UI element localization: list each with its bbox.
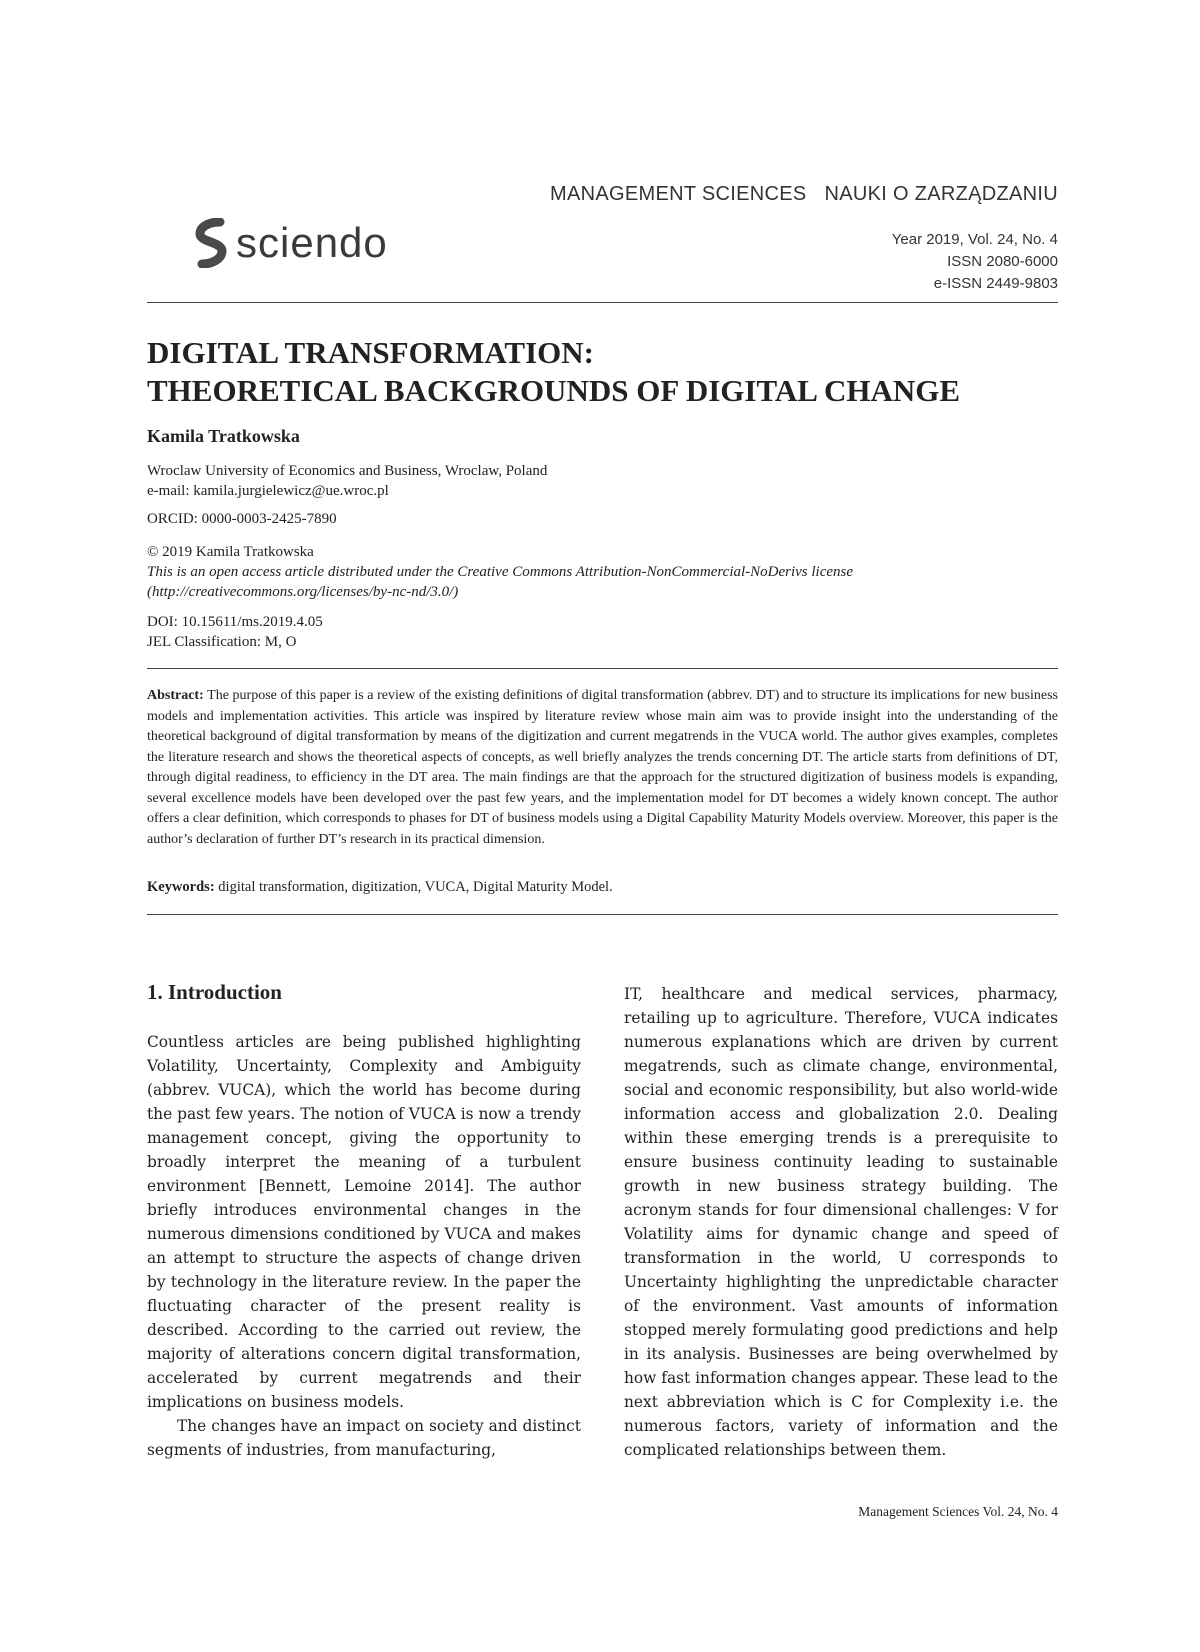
license-text: This is an open access article distributed under the Creative Commons Attribution-NonCommercial-NoDerivs license bbox=[147, 564, 854, 580]
affiliation: Wroclaw University of Economics and Business, Wroclaw, Poland bbox=[147, 463, 548, 479]
jel-classification: JEL Classification: M, O bbox=[147, 634, 297, 650]
sciendo-logo-icon bbox=[194, 218, 228, 268]
title-line-2: THEORETICAL BACKGROUNDS OF DIGITAL CHANGE bbox=[147, 373, 961, 408]
title-line-1: DIGITAL TRANSFORMATION: bbox=[147, 335, 594, 370]
journal-name bbox=[550, 183, 1058, 206]
copyright: © 2019 Kamila Tratkowska bbox=[147, 544, 314, 560]
sciendo-logo bbox=[194, 218, 388, 268]
body-paragraph: The changes have an impact on society and distinct segments of industries, from manufacturing, bbox=[147, 1417, 581, 1459]
affiliation-block bbox=[147, 461, 547, 501]
journal-name-pl: NAUKI O ZARZĄDZANIU bbox=[824, 183, 1058, 205]
page-footer: Management Sciences Vol. 24, No. 4 bbox=[858, 1504, 1058, 1519]
orcid: ORCID: 0000-0003-2425-7890 bbox=[147, 511, 337, 527]
license-block bbox=[147, 542, 853, 602]
doi: DOI: 10.15611/ms.2019.4.05 bbox=[147, 614, 323, 630]
abstract-text: The purpose of this paper is a review of the existing definitions of digital transformation (abbrev. DT) and to structure its implications for new business models and implementation activities. This article was inspired by literature review whose main aim was to provide insight into the understanding of the theoretical background of digital transformation by means of the digitization and current megatrends in the VUCA world. The author gives examples, completes the literature research and shows the theoretical aspects of concepts, as well briefly analyzes the trends concerning DT. The article starts from definitions of DT, through digital readiness, to efficiency in the DT area. The main findings are that the approach for the structured digitization of business models is expanding, several excellence models have been developed over the past few years, and the implementation model for DT becomes a widely known concept. The author offers a clear definition, which corresponds to phases for DT of business models using a Digital Capability Maturity Models overview. Moreover, this paper is the author’s declaration of further DT’s research in its practical dimension. bbox=[147, 688, 1058, 847]
article-title bbox=[147, 334, 960, 410]
issue-meta bbox=[892, 229, 1058, 295]
journal-name-en: MANAGEMENT SCIENCES bbox=[550, 183, 807, 205]
year-volume: Year 2019, Vol. 24, No. 4 bbox=[891, 231, 1058, 248]
license-url[interactable]: (http://creativecommons.org/licenses/by-nc-nd/3.0/) bbox=[147, 584, 459, 600]
header-rule bbox=[147, 302, 1058, 303]
author-name: Kamila Tratkowska bbox=[147, 426, 300, 446]
abstract bbox=[147, 686, 1058, 850]
keywords-text: digital transformation, digitization, VUCA, Digital Maturity Model. bbox=[218, 879, 613, 895]
abstract-label: Abstract: bbox=[147, 688, 204, 703]
body-column-right bbox=[624, 982, 1058, 1462]
keywords-label: Keywords: bbox=[147, 879, 215, 895]
body-paragraph: Countless articles are being published highlighting Volatility, Uncertainty, Complexity and Ambiguity (abbrev. VUCA), which the world has become during the past few years. The notion of VUCA is now a trendy management concept, giving the opportunity to broadly interpret the meaning of a turbulent environment [Bennett, Lemoine 2014]. The author briefly introduces environmental changes in the numerous dimensions conditioned by VUCA and makes an attempt to structure the aspects of change driven by technology in the literature review. In the paper the fluctuating character of the present reality is described. According to the carried out review, the majority of alterations concern digital transformation, accelerated by current megatrends and their implications on business models. bbox=[147, 1033, 581, 1411]
issn: ISSN 2080-6000 bbox=[947, 253, 1058, 270]
eissn: e-ISSN 2449-9803 bbox=[933, 275, 1058, 292]
author-email: e-mail: kamila.jurgielewicz@ue.wroc.pl bbox=[147, 483, 389, 499]
body-paragraph: IT, healthcare and medical services, pharmacy, retailing up to agriculture. Therefore, VUCA indicates numerous explanations which are driven by current megatrends, such as climate change, environmental, social and economic responsibility, but also world-wide information access and globalization 2.0. Dealing within these emerging trends is a prerequisite to ensure business continuity leading to sustainable growth in new business strategy building. The acronym stands for four dimensional challenges: V for Volatility aims for dynamic change and speed of transformation in the world, U corresponds to Uncertainty highlighting the unpredictable character of the environment. Vast amounts of information stopped merely formulating good predictions and help in its analysis. Businesses are being overwhelmed by how fast information changes appear. These lead to the next abbreviation which is C for Complexity i.e. the numerous factors, variety of information and the complicated relationships between them. bbox=[624, 985, 1058, 1459]
abstract-top-rule bbox=[147, 668, 1058, 669]
body-column-left bbox=[147, 1030, 581, 1462]
identifiers-block bbox=[147, 612, 323, 652]
abstract-bottom-rule bbox=[147, 914, 1058, 915]
keywords bbox=[147, 879, 613, 896]
logo-wordmark: sciendo bbox=[236, 219, 388, 266]
section-heading: 1. Introduction bbox=[147, 980, 282, 1004]
